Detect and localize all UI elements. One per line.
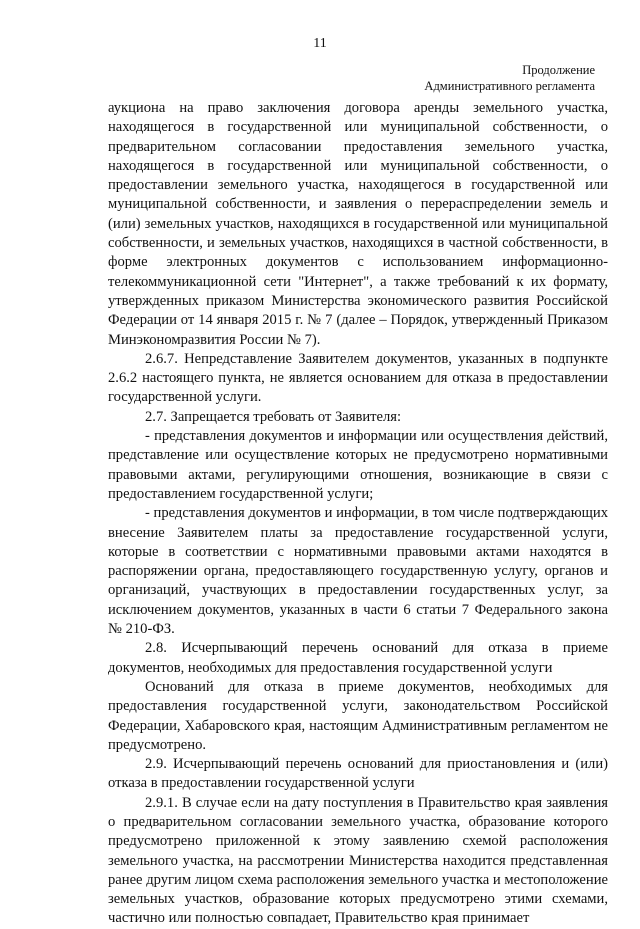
list-item-2: - представления документов и информации, в том числе подтверждающих внесение Заявителем платы за предоставление государственной услуги, которые в соответствии с нормативными правовыми актами находятся в распоряжении органа, предоставляющего государственную услугу, органов и организаций, участвующих в предоставлении государственных услуг, за исключением документов, указанных в части 6 статьи 7 Федерального закона № 210-ФЗ.: [108, 505, 608, 638]
paragraph-2-9-1: 2.9.1. В случае если на дату поступления в Правительство края заявления о предварительном согласовании земельного участка, образование которого предусмотрено приложенной к этому заявлению схемой расположения земельного участка, на рассмотрении Министерства находится представленная ранее другим лицом схема расположения земельного участка и местоположение земельных участков, образование которых предусмотрено этими схемами, частично или полностью совпадает, Правительство края принимает: [108, 794, 608, 927]
paragraph-continued: аукциона на право заключения договора аренды земельного участка, находящегося в государственной или муниципальной собственности, о предварительном согласовании предоставления земельного участка, находящегося в государственной или муниципальной собственности, о предоставлении земельного участка, находящегося в государственной или муниципальной собственности, и заявления о перераспределении земель и (или) земельных участков, находящихся в государственной или муниципальной собственности, и земельных участков, находящихся в частной собственности, в форме электронных документов с использованием информационно-телекоммуникационной сети "Интернет", а также требований к их формату, утвержденных приказом Министерства экономического развития Российской Федерации от 14 января 2015 г. № 7 (далее – Порядок, утвержденный Приказом Минэкономразвития России № 7).: [108, 100, 608, 348]
paragraph-2-8: 2.8. Исчерпывающий перечень оснований для отказа в приеме документов, необходимых для предоставления государственной услуги: [108, 640, 608, 676]
paragraph-no-grounds: Оснований для отказа в приеме документов, необходимых для предоставления государственной услуги, законодательством Российской Федерации, Хабаровского края, настоящим Административным регламентом не предусмотрено.: [108, 678, 608, 753]
page-number: 11: [313, 36, 327, 51]
paragraph-2-9: 2.9. Исчерпывающий перечень оснований для приостановления и (или) отказа в предоставлении государственной услуги: [108, 756, 608, 792]
paragraph-2-6-7: 2.6.7. Непредставление Заявителем документов, указанных в подпункте 2.6.2 настоящего пункта, не является основанием для отказа в предоставлении государственной услуги.: [108, 350, 608, 406]
document-body: [108, 99, 608, 929]
continuation-line-1: Продолжение: [522, 63, 595, 77]
continuation-line-2: Административного регламента: [424, 79, 595, 93]
list-item-1: - представления документов и информации или осуществления действий, представление или осуществление которых не предусмотрено нормативными правовыми актами, регулирующими отношения, возникающие в связи с предоставлением государственной услуги;: [108, 428, 608, 502]
paragraph-2-7: 2.7. Запрещается требовать от Заявителя:: [145, 408, 402, 425]
continuation-header: [424, 62, 595, 94]
